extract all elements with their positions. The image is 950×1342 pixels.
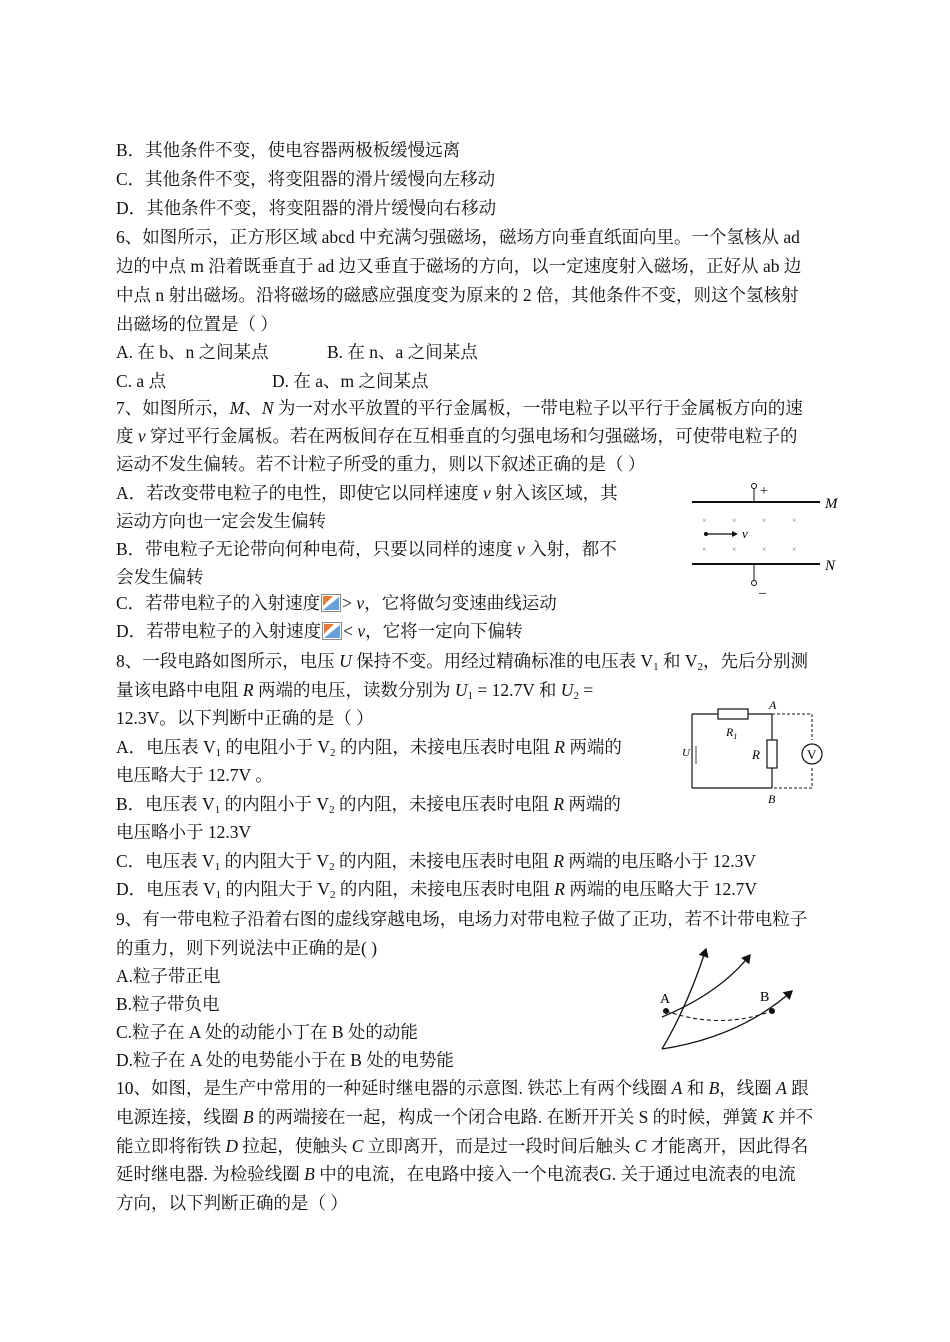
- q7-stem-line3: 运动不发生偏转。若不计粒子所受的重力，则以下叙述正确的是（ ）: [116, 454, 646, 474]
- voltmeter-circuit-figure: [684, 700, 824, 810]
- svg-text:×: ×: [792, 545, 797, 554]
- q6-stem-line1: 6、如图所示，正方形区域 abcd 中充满匀强磁场，磁场方向垂直纸面向里。一个氢核从 ad: [116, 227, 800, 247]
- svg-text:×: ×: [702, 545, 707, 554]
- q7-option-d: D．若带电粒子的入射速度 < v，它将一定向下偏转: [116, 621, 523, 641]
- point-b-label: B: [760, 990, 770, 1005]
- q7-stem-line1: 7、如图所示，M、N 为一对水平放置的平行金属板，一带电粒子以平行于金属板方向的速: [116, 398, 803, 418]
- q5-option-c: C．其他条件不变，将变阻器的滑片缓慢向左移动: [116, 169, 496, 189]
- q6-stem-line3: 中点 n 射出磁场。沿将磁场的磁感应强度变为原来的 2 倍，其他条件不变，则这个氢核射: [116, 285, 799, 305]
- q6-option-a: A. 在 b、n 之间某点: [116, 342, 269, 362]
- q10-stem-line2: 电源连接，线圈 B 的两端接在一起，构成一个闭合电路. 在断开开关 S 的时候，弹簧 K 并不: [116, 1107, 814, 1127]
- voltmeter-label: V: [807, 747, 817, 762]
- q9-stem-line1: 9、有一带电粒子沿着右图的虚线穿越电场，电场力对带电粒子做了正功，若不计带电粒子: [116, 909, 808, 929]
- q8-option-c: C．电压表 $V_1$ 的内阻大于 $V_2$ 的内阻，未接电压表时电阻 R 两端的电压略小于 12.3V: [116, 851, 757, 873]
- q7-option-a-line1: A．若改变带电粒子的电性，即使它以同样速度 v 射入该区域，其: [116, 483, 618, 503]
- q7-option-a-line2: 运动方向也一定会发生偏转: [116, 511, 326, 531]
- q6-option-c: C. a 点: [116, 371, 167, 391]
- r1-label: $R_1$: [726, 725, 738, 741]
- q7-option-b-line1: B．带电粒子无论带向何种电荷，只要以同样的速度 v 入射，都不: [116, 539, 617, 559]
- broken-image-icon: [321, 594, 341, 612]
- q8-option-b-line1: B．电压表 $V_1$ 的内阻小于 $V_2$ 的内阻，未接电压表时电阻 R 两端的: [116, 794, 621, 816]
- q9-option-d: D.粒子在 A 处的电势能小于在 B 处的电势能: [116, 1050, 454, 1070]
- minus-label: _: [759, 581, 766, 596]
- q8-stem-line1: 8、一段电路如图所示，电压 U 保持不变。用经过精确标准的电压表 $V_1$ 和 $V_2$，先后分别测: [116, 651, 809, 673]
- svg-text:×: ×: [762, 545, 767, 554]
- svg-text:×: ×: [732, 545, 737, 554]
- node-a-label: A: [769, 698, 777, 712]
- q10-stem-line1: 10、如图，是生产中常用的一种延时继电器的示意图. 铁芯上有两个线圈 A 和 B，线圈 A 跟: [116, 1078, 809, 1098]
- q7-stem-line2: 度 v 穿过平行金属板。若在两板间存在互相垂直的匀强电场和匀强磁场，可使带电粒子的: [116, 426, 798, 446]
- q7-option-b-line2: 会发生偏转: [116, 567, 204, 587]
- q8-option-a-line2: 电压略大于 12.7V 。: [116, 765, 273, 785]
- q8-option-b-line2: 电压略小于 12.3V: [116, 822, 252, 842]
- q6-stem-line4: 出磁场的位置是（ ）: [116, 314, 278, 334]
- q8-stem-line2: 量该电路中电阻 R 两端的电压，读数分别为 $U_1 = 12.7V$ 和 $U_2$ =: [116, 680, 594, 702]
- q6-option-d: D. 在 a、m 之间某点: [272, 371, 429, 391]
- q10-stem-line5: 方向，以下判断正确的是（ ）: [116, 1193, 348, 1213]
- q5-option-b: B．其他条件不变，使电容器两极板缓慢远离: [116, 140, 461, 160]
- r-label: R: [752, 747, 760, 762]
- q9-option-b: B.粒子带负电: [116, 994, 220, 1014]
- q10-stem-line4: 延时继电器. 为检验线圈 B 中的电流，在电路中接入一个电流表G. 关于通过电流表的电流: [116, 1164, 796, 1184]
- svg-text:×: ×: [792, 516, 797, 525]
- parallel-plates-figure: [688, 478, 848, 600]
- broken-image-icon: [322, 622, 342, 640]
- q8-stem-line3: 12.3V。以下判断中正确的是（ ）: [116, 708, 374, 728]
- q9-stem-line2: 的重力，则下列说法中正确的是( ): [116, 938, 378, 958]
- q5-option-d: D．其他条件不变，将变阻器的滑片缓慢向右移动: [116, 198, 497, 218]
- point-a-label: A: [660, 992, 671, 1007]
- q10-stem-line3: 能立即将衔铁 D 拉起，使触头 C 立即离开，而是过一段时间后触头 C 才能离开，因此得名: [116, 1136, 809, 1156]
- svg-text:×: ×: [762, 516, 767, 525]
- q6-stem-line2: 边的中点 m 沿着既垂直于 ad 边又垂直于磁场的方向，以一定速度射入磁场，正好从 ab 边: [116, 256, 802, 276]
- node-b-label: B: [768, 792, 776, 806]
- velocity-label: v: [742, 526, 748, 541]
- svg-text:×: ×: [702, 516, 707, 525]
- plus-label: +: [760, 484, 768, 499]
- plate-m-label: M: [825, 496, 838, 512]
- q9-option-a: A.粒子带正电: [116, 966, 221, 986]
- svg-text:×: ×: [732, 516, 737, 525]
- q6-option-b: B. 在 n、a 之间某点: [327, 342, 478, 362]
- q9-option-c: C.粒子在 A 处的动能小丁在 B 处的动能: [116, 1022, 418, 1042]
- electric-field-figure: [640, 945, 810, 1055]
- q7-option-c: C．若带电粒子的入射速度 > v，它将做匀变速曲线运动: [116, 593, 557, 613]
- plate-n-label: N: [825, 558, 836, 574]
- q8-option-d: D．电压表 $V_1$ 的内阻大于 $V_2$ 的内阻，未接电压表时电阻 R 两端的电压略大于 12.7V: [116, 879, 758, 901]
- q8-option-a-line1: A．电压表 $V_1$ 的电阻小于 $V_2$ 的内阻，未接电压表时电阻 R 两端的: [116, 737, 622, 759]
- u-label: U: [682, 747, 690, 759]
